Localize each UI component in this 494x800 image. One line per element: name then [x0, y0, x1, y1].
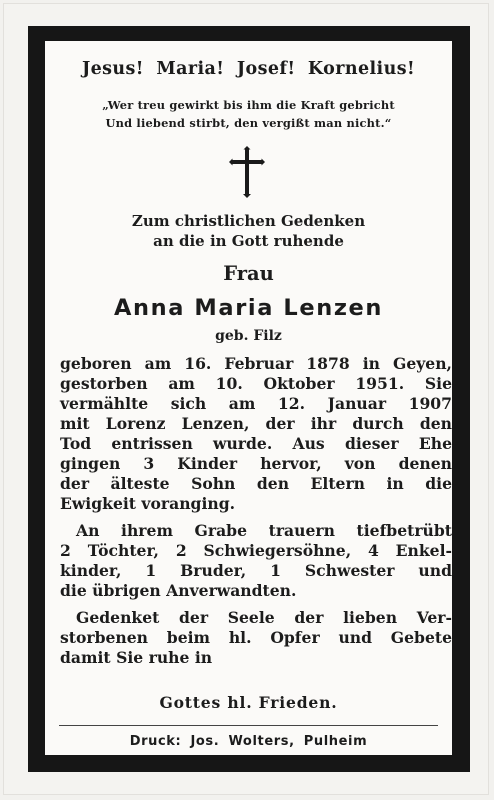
dedication-line: Zum christlichen Gedenken	[131, 212, 366, 230]
memorial-dedication	[45, 211, 452, 251]
mourning-border	[28, 26, 470, 772]
latin-cross-icon	[229, 146, 265, 198]
prayer-line: damit Sie ruhe in	[60, 648, 213, 667]
card-content	[45, 41, 452, 755]
mourners-line: An ihrem Grabe trauern tiefbetrübt	[76, 521, 452, 540]
motto-verse	[45, 96, 452, 132]
biography-line: mit Lorenz Lenzen, der ihr durch den	[60, 414, 452, 433]
prayer-line: Gedenket der Seele der lieben Ver-	[76, 608, 452, 627]
honorific-title: Frau	[223, 262, 274, 285]
motto-line: „Wer treu gewirkt bis ihm die Kraft gebricht	[102, 98, 395, 112]
prayer-line: storbenen beim hl. Opfer und Gebete	[60, 628, 452, 647]
birth-name: geb. Filz	[215, 328, 282, 344]
biography-line: gingen 3 Kinder hervor, von denen	[60, 454, 452, 473]
biography-line: Ewigkeit voranging.	[60, 494, 236, 513]
biography-line: vermählte sich am 12. Januar 1907	[60, 394, 452, 413]
motto-line: Und liebend stirbt, den vergißt man nicht.“	[105, 116, 392, 130]
dedication-line: an die in Gott ruhende	[153, 232, 344, 250]
biography-line: Tod entrissen wurde. Aus dieser Ehe	[60, 434, 452, 453]
biography-text	[60, 354, 452, 668]
mourners-line: die übrigen Anverwandten.	[60, 581, 297, 600]
deceased-name: Anna Maria Lenzen	[113, 295, 384, 321]
biography-line: der älteste Sohn den Eltern in die	[60, 474, 452, 493]
mourners-line: 2 Töchter, 2 Schwiegersöhne, 4 Enkel-	[60, 541, 452, 560]
divider-line	[59, 725, 438, 726]
printer-credit: Druck: Jos. Wolters, Pulheim	[129, 734, 368, 749]
biography-line: gestorben am 10. Oktober 1951. Sie	[60, 374, 452, 393]
closing-blessing: Gottes hl. Frieden.	[159, 693, 338, 712]
biography-line: geboren am 16. Februar 1878 in Geyen,	[60, 354, 452, 373]
invocation-heading: Jesus! Maria! Josef! Kornelius!	[81, 59, 416, 79]
memorial-card	[3, 3, 489, 795]
mourners-line: kinder, 1 Bruder, 1 Schwester und	[60, 561, 452, 580]
